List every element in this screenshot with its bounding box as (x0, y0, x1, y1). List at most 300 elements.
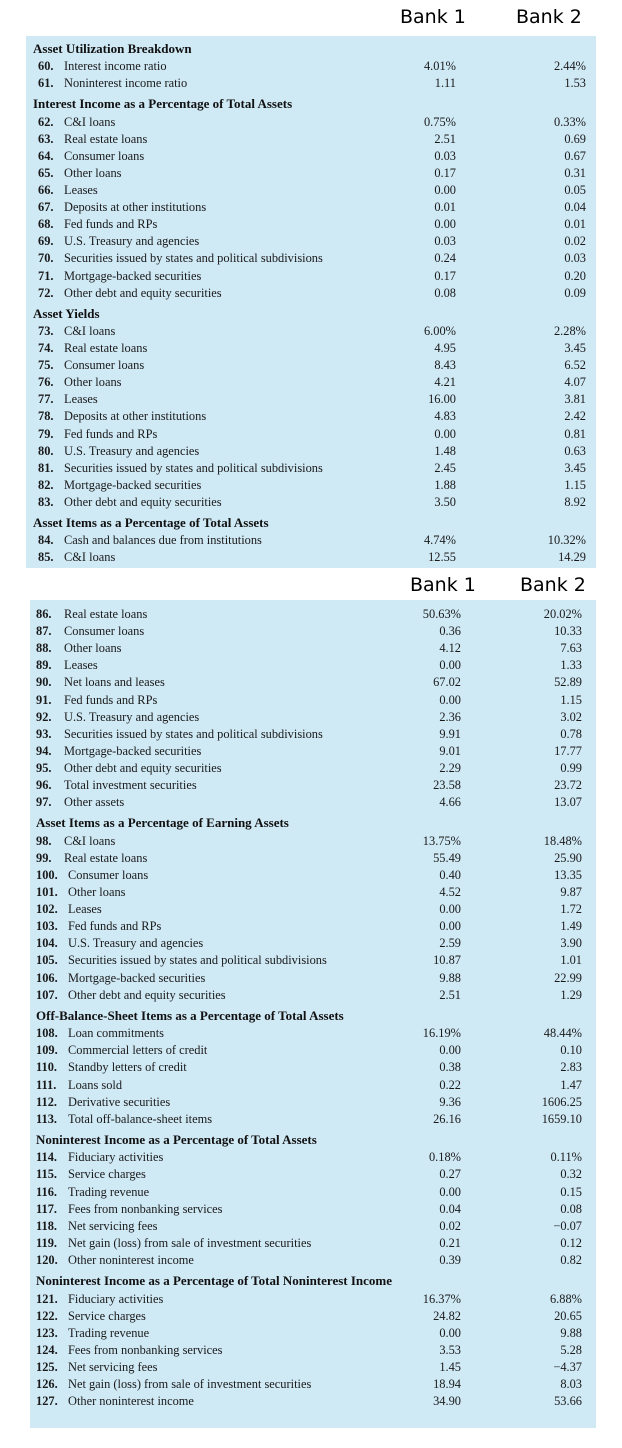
row-number: 100. (36, 867, 58, 882)
row-number: 73. (38, 323, 54, 338)
table-row (30, 624, 596, 641)
bank2-value: 0.12 (560, 1235, 582, 1250)
row-label: Leases (64, 183, 98, 197)
table-row (26, 444, 596, 461)
bank2-value: 10.32% (547, 533, 586, 548)
row-label: Fed funds and RPs (64, 217, 158, 232)
row-label: Cash and balances due from institutions (64, 533, 262, 548)
bank2-value: 0.09 (564, 285, 586, 300)
bank2-value: 1659.10 (541, 1111, 582, 1126)
table-row (30, 1236, 596, 1253)
bank2-value: 0.04 (564, 200, 586, 215)
row-number: 85. (38, 550, 54, 565)
row-label: Interest income ratio (64, 59, 167, 74)
bank1-value: 0.00 (434, 426, 456, 441)
row-label: Other assets (64, 795, 125, 810)
bank2-value: 0.31 (564, 165, 586, 180)
bank2-value: 3.90 (560, 936, 582, 951)
row-label: Fiduciary activities (68, 1150, 164, 1165)
row-label: Net loans and leases (64, 675, 165, 690)
row-number: 65. (38, 165, 54, 180)
table-row (30, 1112, 596, 1129)
bank2-header-top: Bank 2 (516, 6, 582, 28)
row-label: Securities issued by states and political subdivisions (64, 460, 323, 475)
row-label: Fiduciary activities (68, 1291, 164, 1306)
table-row (26, 341, 596, 358)
bank2-value: 0.32 (560, 1167, 582, 1182)
bank1-value: 8.43 (434, 358, 456, 373)
bank1-value: 50.63% (422, 607, 461, 621)
bank2-value: 3.02 (560, 709, 582, 724)
bank1-value: 4.01% (423, 59, 456, 74)
row-number: 105. (36, 953, 58, 968)
bank2-value: 1.15 (560, 692, 582, 707)
table-row (30, 953, 596, 970)
row-label: Standby letters of credit (68, 1060, 187, 1075)
row-number: 80. (38, 443, 54, 458)
bank1-value: 0.24 (434, 251, 456, 266)
row-number: 97. (36, 795, 52, 810)
row-label: U.S. Treasury and agencies (64, 234, 200, 249)
section-heading: Noninterest Income as a Percentage of Total Assets (36, 1131, 317, 1147)
bank2-value: 10.33 (554, 624, 582, 639)
bank1-value: 0.00 (439, 1043, 461, 1058)
bank1-value: 0.00 (439, 658, 461, 673)
bank2-value: 0.67 (564, 148, 586, 163)
table-row (30, 868, 596, 885)
bank1-value: 1.11 (434, 76, 456, 91)
row-label: Consumer loans (64, 358, 145, 373)
row-label: Fees from nonbanking services (68, 1201, 223, 1216)
bank2-value: 1.01 (560, 953, 582, 968)
bank2-value: 1.72 (560, 902, 582, 917)
table-row (30, 1253, 596, 1270)
table-row (26, 495, 596, 512)
table-row (26, 200, 596, 217)
bank2-value: 0.01 (564, 217, 586, 232)
table-row (26, 251, 596, 268)
row-number: 114. (36, 1150, 57, 1165)
bank1-value: 0.00 (439, 902, 461, 917)
bank2-value: 0.02 (564, 234, 586, 249)
row-label: Service charges (68, 1308, 146, 1323)
table-row (26, 149, 596, 166)
row-label: Total off-balance-sheet items (68, 1111, 213, 1126)
row-label: Other debt and equity securities (64, 494, 222, 509)
section-heading: Asset Yields (33, 305, 100, 321)
row-label: Loan commitments (68, 1026, 165, 1041)
table-row (26, 132, 596, 149)
bank2-value: 1.47 (560, 1077, 582, 1092)
table-row (30, 1095, 596, 1112)
row-label: Real estate loans (64, 850, 148, 865)
bank2-value: 9.88 (560, 1325, 582, 1340)
table-row (26, 461, 596, 478)
row-number: 117. (36, 1201, 57, 1216)
bank1-value: 13.75% (422, 833, 461, 848)
row-number: 111. (36, 1077, 57, 1092)
table-row (26, 115, 596, 132)
row-label: Real estate loans (64, 131, 148, 146)
row-label: Other noninterest income (68, 1394, 194, 1409)
bank2-value: 5.28 (560, 1342, 582, 1357)
bank2-value: 2.83 (560, 1060, 582, 1075)
row-number: 98. (36, 833, 52, 848)
bank2-value: 0.08 (560, 1201, 582, 1216)
bank2-value: 6.88% (549, 1291, 582, 1306)
bank2-value: 13.07 (554, 795, 582, 810)
row-number: 109. (36, 1043, 58, 1058)
table-row (26, 533, 596, 550)
row-number: 103. (36, 919, 58, 934)
table-row (30, 936, 596, 953)
bank2-value: 3.45 (564, 460, 586, 475)
row-number: 90. (36, 675, 52, 690)
table-row (26, 392, 596, 409)
table-row (30, 1360, 596, 1377)
row-label: Real estate loans (64, 341, 148, 355)
row-number: 101. (36, 885, 58, 899)
bank2-value: 13.35 (554, 867, 582, 882)
row-number: 81. (38, 460, 54, 475)
row-number: 71. (38, 268, 54, 283)
row-label: Total investment securities (64, 778, 197, 792)
row-number: 121. (36, 1291, 58, 1306)
table-row (30, 919, 596, 936)
bank1-value: 0.00 (439, 1184, 461, 1199)
row-label: Noninterest income ratio (64, 76, 188, 91)
bank2-value: 20.65 (554, 1308, 582, 1323)
row-number: 60. (38, 59, 54, 74)
bank1-value: 0.08 (434, 285, 456, 300)
table-row (30, 1219, 596, 1236)
table-row (26, 183, 596, 200)
row-label: Other loans (64, 375, 122, 390)
row-number: 102. (36, 902, 58, 917)
bank2-value: 53.66 (554, 1394, 582, 1409)
bank1-value: 24.82 (433, 1308, 461, 1323)
bank2-value: 2.44% (553, 59, 586, 74)
bank1-value: 18.94 (433, 1377, 461, 1391)
bank2-value: 6.52 (564, 358, 586, 373)
bank2-value: 0.63 (564, 443, 586, 458)
table-row (26, 358, 596, 375)
row-number: 89. (36, 658, 52, 673)
row-label: Other debt and equity securities (64, 760, 222, 775)
row-label: Mortgage-backed securities (64, 743, 202, 758)
bank2-value: 0.78 (560, 726, 582, 741)
row-number: 104. (36, 936, 58, 951)
bank2-value: 2.28% (553, 323, 586, 338)
row-label: Securities issued by states and political subdivisions (64, 251, 323, 266)
bank1-value: 2.51 (439, 987, 461, 1002)
table-row (30, 693, 596, 710)
table-row (30, 641, 596, 658)
row-label: Deposits at other institutions (64, 200, 207, 215)
row-label: Other debt and equity securities (64, 285, 222, 300)
bank2-value: 1.29 (560, 987, 582, 1002)
table-row (30, 1167, 596, 1184)
table-row (26, 269, 596, 286)
row-label: Consumer loans (68, 867, 149, 882)
bank2-value: 0.10 (560, 1043, 582, 1058)
bank1-value: 0.00 (439, 1325, 461, 1340)
bank1-value: 0.01 (434, 200, 456, 215)
row-number: 76. (38, 375, 54, 390)
section-heading: Asset Items as a Percentage of Total Assets (33, 515, 269, 530)
bank1-value: 4.21 (434, 375, 456, 390)
bank1-value: 0.40 (439, 867, 461, 882)
row-label: Loans sold (68, 1077, 123, 1092)
bank1-value: 4.12 (439, 641, 461, 656)
bank1-value: 16.37% (422, 1291, 461, 1306)
bank1-value: 2.36 (439, 709, 461, 724)
row-number: 126. (36, 1377, 58, 1391)
section-heading: Asset Utilization Breakdown (33, 41, 192, 56)
bank1-value: 0.21 (439, 1235, 461, 1250)
row-label: Mortgage-backed securities (64, 268, 202, 283)
row-label: Trading revenue (68, 1325, 150, 1340)
table-row (30, 795, 596, 812)
bank2-value: 0.20 (564, 268, 586, 283)
table-panel-top (26, 36, 596, 568)
row-label: Commercial letters of credit (68, 1043, 208, 1058)
table-row (30, 1026, 596, 1043)
bank2-value: 1606.25 (541, 1094, 582, 1109)
bank2-value: 3.81 (564, 392, 586, 407)
bank2-value: 0.03 (564, 251, 586, 266)
bank1-value: 0.22 (439, 1077, 461, 1092)
row-label: Leases (64, 392, 98, 407)
bank2-value: 0.82 (560, 1252, 582, 1267)
bank1-value: 9.88 (439, 970, 461, 985)
bank1-value: 4.66 (439, 795, 461, 810)
row-number: 88. (36, 641, 52, 656)
bank2-value: 8.03 (560, 1377, 582, 1391)
row-number: 67. (38, 200, 54, 215)
table-row (30, 761, 596, 778)
row-label: Leases (64, 658, 98, 673)
table-row (26, 59, 596, 76)
row-label: Fed funds and RPs (64, 692, 158, 707)
row-number: 116. (36, 1184, 57, 1199)
row-number: 61. (38, 76, 54, 91)
bank1-value: 0.00 (439, 692, 461, 707)
bank1-value: 0.00 (434, 183, 456, 197)
section-heading: Noninterest Income as a Percentage of Total Noninterest Income (36, 1273, 393, 1288)
table-row (30, 885, 596, 902)
row-number: 62. (38, 114, 54, 129)
row-label: Fees from nonbanking services (68, 1342, 223, 1357)
bank2-header-bottom: Bank 2 (520, 574, 586, 596)
table-row (30, 658, 596, 675)
bank2-value: 20.02% (543, 607, 582, 621)
bank2-value: 2.42 (564, 409, 586, 424)
bank1-value: 0.18% (428, 1150, 461, 1165)
table-row (30, 1150, 596, 1167)
bank2-value: 1.49 (560, 919, 582, 934)
table-panel-bottom (30, 600, 596, 1428)
bank1-header-top: Bank 1 (400, 6, 466, 28)
bank2-value: 14.29 (558, 550, 586, 565)
row-label: Deposits at other institutions (64, 409, 207, 424)
row-number: 77. (38, 392, 54, 407)
bank2-value: 8.92 (564, 494, 586, 509)
row-label: Leases (68, 902, 102, 917)
row-label: Securities issued by states and political subdivisions (68, 953, 327, 968)
bank2-value: −0.07 (553, 1218, 582, 1233)
table-row (26, 427, 596, 444)
row-label: Mortgage-backed securities (68, 970, 206, 985)
row-number: 99. (36, 850, 52, 865)
bank1-value: 3.53 (439, 1342, 461, 1357)
table-row (30, 778, 596, 795)
row-label: C&I loans (64, 550, 116, 565)
table-row (30, 727, 596, 744)
row-number: 94. (36, 743, 52, 758)
row-number: 70. (38, 251, 54, 266)
bank1-value: 0.00 (434, 217, 456, 232)
bank2-value: 23.72 (554, 778, 582, 792)
bank2-value: 18.48% (543, 833, 582, 848)
row-label: Fed funds and RPs (64, 426, 158, 441)
row-number: 74. (38, 341, 54, 355)
row-number: 78. (38, 409, 54, 424)
table-row (30, 1394, 596, 1411)
bank1-value: 4.83 (434, 409, 456, 424)
row-label: Other loans (64, 641, 122, 656)
row-number: 72. (38, 285, 54, 300)
row-number: 75. (38, 358, 54, 373)
bank2-value: 0.69 (564, 131, 586, 146)
table-row (30, 1078, 596, 1095)
bank1-value: 67.02 (433, 675, 461, 690)
table-row (26, 324, 596, 341)
bank2-value: 0.15 (560, 1184, 582, 1199)
table-row (26, 375, 596, 392)
row-number: 113. (36, 1111, 57, 1126)
bank1-value: 0.17 (434, 165, 456, 180)
row-label: Real estate loans (64, 607, 148, 621)
table-row (30, 834, 596, 851)
row-number: 106. (36, 970, 58, 985)
bank2-value: 1.53 (564, 76, 586, 91)
row-number: 123. (36, 1325, 58, 1340)
bank1-value: 4.52 (439, 885, 461, 899)
row-label: U.S. Treasury and agencies (68, 936, 204, 951)
row-number: 115. (36, 1167, 57, 1182)
bank1-value: 0.75% (423, 114, 456, 129)
table-row (26, 409, 596, 426)
row-number: 86. (36, 607, 52, 621)
bank1-value: 1.88 (434, 477, 456, 492)
table-row (30, 1309, 596, 1326)
bank2-value: 25.90 (554, 850, 582, 865)
row-number: 112. (36, 1094, 57, 1109)
bank2-value: 17.77 (554, 743, 582, 758)
bank1-value: 0.03 (434, 148, 456, 163)
table-row (30, 1377, 596, 1394)
bank1-value: 12.55 (428, 550, 456, 565)
section-heading: Interest Income as a Percentage of Total Assets (33, 96, 293, 112)
section-heading: Off-Balance-Sheet Items as a Percentage of Total Assets (36, 1007, 344, 1023)
table-row (26, 166, 596, 183)
bank1-value: 0.36 (439, 624, 461, 639)
row-label: Securities issued by states and political subdivisions (64, 726, 323, 741)
bank2-value: 0.33% (553, 114, 586, 129)
row-label: Net servicing fees (68, 1218, 158, 1233)
row-label: Service charges (68, 1167, 146, 1182)
bank2-value: 0.11% (550, 1150, 582, 1165)
table-row (30, 607, 596, 624)
bank2-value: 9.87 (560, 885, 582, 899)
bank2-value: −4.37 (553, 1359, 582, 1374)
table-row (26, 217, 596, 234)
bank1-value: 2.45 (434, 460, 456, 475)
bank1-value: 9.01 (439, 743, 461, 758)
bank1-value: 0.02 (439, 1218, 461, 1233)
row-label: Other loans (68, 885, 126, 899)
bank2-value: 52.89 (554, 675, 582, 690)
row-label: Consumer loans (64, 148, 145, 163)
table-row (30, 1185, 596, 1202)
bank1-value: 3.50 (434, 494, 456, 509)
row-label: Mortgage-backed securities (64, 477, 202, 492)
table-row (30, 988, 596, 1005)
bank1-value: 10.87 (433, 953, 461, 968)
table-row (30, 744, 596, 761)
bank1-value: 34.90 (433, 1394, 461, 1409)
table-row (26, 478, 596, 495)
row-number: 87. (36, 624, 52, 639)
bank2-value: 0.81 (564, 426, 586, 441)
table-row (26, 234, 596, 251)
row-label: Other debt and equity securities (68, 987, 226, 1002)
row-label: Derivative securities (68, 1094, 171, 1109)
bank1-value: 1.48 (434, 443, 456, 458)
bank2-value: 1.15 (564, 477, 586, 492)
table-row (26, 550, 596, 567)
bank1-value: 9.36 (439, 1094, 461, 1109)
row-number: 84. (38, 533, 54, 548)
row-number: 125. (36, 1359, 58, 1374)
table-row (30, 675, 596, 692)
row-label: Consumer loans (64, 624, 145, 639)
row-label: Trading revenue (68, 1184, 150, 1199)
row-label: Other noninterest income (68, 1252, 194, 1267)
bank1-value: 26.16 (433, 1111, 461, 1126)
bank1-value: 0.17 (434, 268, 456, 283)
table-row (30, 1060, 596, 1077)
table-row (30, 1326, 596, 1343)
row-number: 82. (38, 477, 54, 492)
row-number: 110. (36, 1060, 57, 1075)
row-number: 107. (36, 987, 58, 1002)
row-number: 68. (38, 217, 54, 232)
row-number: 63. (38, 131, 54, 146)
table-row (30, 1202, 596, 1219)
row-label: U.S. Treasury and agencies (64, 443, 200, 458)
bank1-value: 23.58 (433, 778, 461, 792)
section-heading: Asset Items as a Percentage of Earning Assets (36, 815, 289, 831)
row-number: 127. (36, 1394, 58, 1409)
row-number: 66. (38, 183, 54, 197)
bank2-value: 48.44% (543, 1026, 582, 1041)
row-number: 119. (36, 1235, 57, 1250)
bank2-value: 4.07 (564, 375, 586, 390)
bank1-value: 0.04 (439, 1201, 461, 1216)
bank2-value: 0.05 (564, 183, 586, 197)
